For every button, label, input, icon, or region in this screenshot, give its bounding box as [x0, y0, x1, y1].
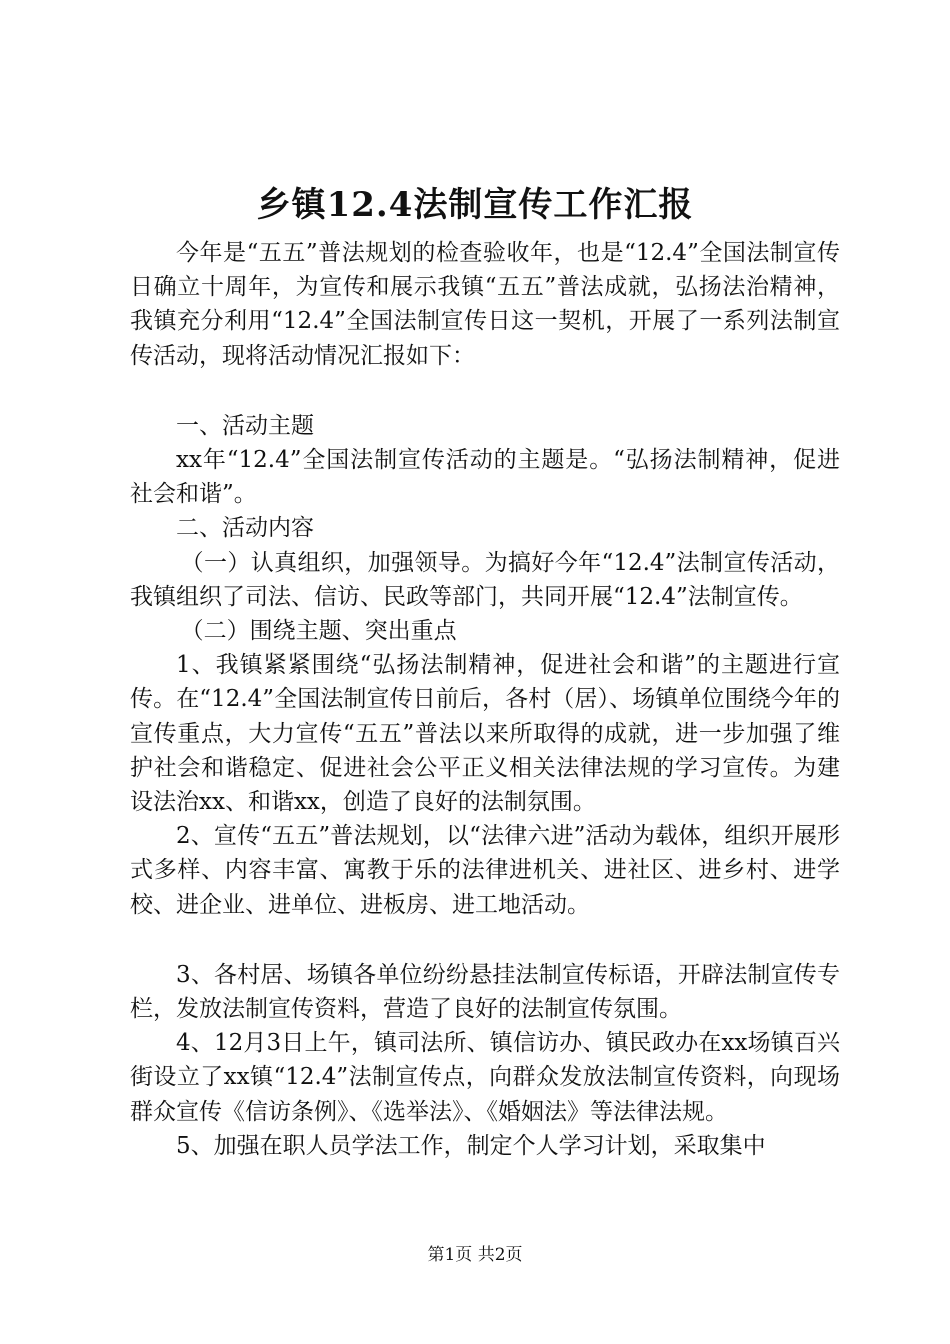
paragraph-item-1: 1、我镇紧紧围绕“弘扬法制精神，促进社会和谐”的主题进行宣传。在“12.4”全国法制宣传日前后，各村（居）、场镇单位围绕今年的宣传重点，大力宣传“五五”普法以来所取得的成就，进一步加强了维护社会和谐稳定、促进社会公平正义相关法律法规的学习宣传。为建设法治xx、和谐xx，创造了良好的法制氛围。: [130, 652, 840, 816]
paragraph-item-4: 4、12月3日上午，镇司法所、镇信访办、镇民政办在xx场镇百兴街设立了xx镇“12.4”法制宣传点，向群众发放法制宣传资料，向现场群众宣传《信访条例》、《选举法》、《婚姻法》等法律法规。: [130, 1030, 840, 1125]
paragraph-item-2: 2、宣传“五五”普法规划，以“法律六进”活动为载体，组织开展形式多样、内容丰富、寓教于乐的法律进机关、进社区、进乡村、进学校、进企业、进单位、进板房、进工地活动。: [130, 823, 840, 918]
page-footer: 第1页 共2页: [427, 1245, 523, 1265]
paragraph-organize: （一）认真组织，加强领导。为搞好今年“12.4”法制宣传活动，我镇组织了司法、信访、民政等部门，共同开展“12.4”法制宣传。: [130, 549, 840, 610]
paragraph-gap: [130, 373, 840, 409]
paragraph-theme: xx年“12.4”全国法制宣传活动的主题是。“弘扬法制精神，促进社会和谐”。: [130, 447, 840, 508]
paragraph-intro: 今年是“五五”普法规划的检查验收年，也是“12.4”全国法制宣传日确立十周年，为宣传和展示我镇“五五”普法成就，弘扬法治精神，我镇充分利用“12.4”全国法制宣传日这一契机，开展了一系列法制宣传活动，现将活动情况汇报如下：: [130, 240, 840, 369]
heading-activity-content: 二、活动内容: [176, 515, 314, 542]
paragraph-gap: [130, 922, 840, 958]
heading-focus: （二）围绕主题、突出重点: [180, 618, 457, 645]
heading-activity-theme: 一、活动主题: [176, 412, 314, 439]
paragraph-item-5: 5、加强在职人员学法工作，制定个人学习计划，采取集中: [176, 1132, 766, 1159]
paragraph-item-3: 3、各村居、场镇各单位纷纷悬挂法制宣传标语，开辟法制宣传专栏，发放法制宣传资料，营造了良好的法制宣传氛围。: [130, 961, 840, 1023]
document-body: [130, 236, 840, 1163]
document-title: 乡镇12.4法制宣传工作汇报: [256, 185, 694, 225]
